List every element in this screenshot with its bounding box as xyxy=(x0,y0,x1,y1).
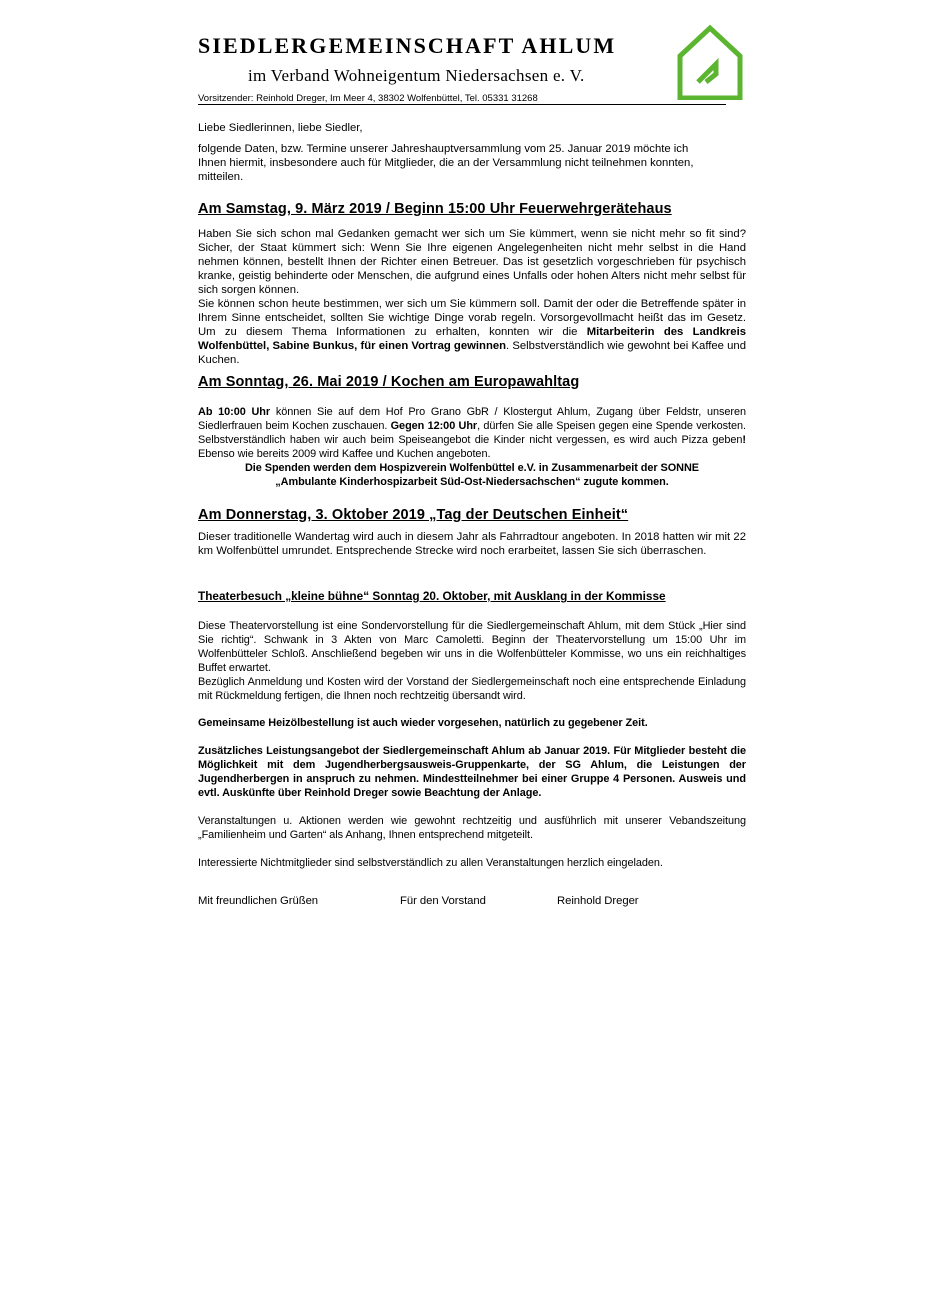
closing-name: Reinhold Dreger xyxy=(557,895,639,907)
section-march-body-b: Sie können schon heute bestimmen, wer sich um Sie kümmern soll. Damit der oder die Betreffende später in Ihrem Sinne entscheidet, sollten Sie wichtige Dinge vorab regeln. Vorsorgevollmacht heißt das im Gesetz. Um zu diesem Thema Informationen zu erhalten, konnten wir die Mitarbeiterin des Landkreis Wolfenbüttel, Sabine Bunkus, für einen Vortrag gewinnen. Selbstverständlich wie gewohnt bei Kaffee und Kuchen. xyxy=(198,298,746,366)
section-heading-may: Am Sonntag, 26. Mai 2019 / Kochen am Europawahltag xyxy=(198,374,580,390)
section-heading-theater: Theaterbesuch „kleine bühne“ Sonntag 20. Oktober, mit Ausklang in der Kommisse xyxy=(198,589,666,603)
org-subtitle: im Verband Wohneigentum Niedersachsen e. V. xyxy=(248,66,585,85)
section-heading-october: Am Donnerstag, 3. Oktober 2019 „Tag der Deutschen Einheit“ xyxy=(198,507,629,523)
closing-board: Für den Vorstand xyxy=(400,895,486,907)
org-title: SIEDLERGEMEINSCHAFT AHLUM xyxy=(198,33,617,58)
section-october-body: Dieser traditionelle Wandertag wird auch in diesem Jahr als Fahrradtour angeboten. In 2018 hatten wir mit 22 km Wolfenbüttel umrundet. Entsprechende Strecke wird noch erarbeitet, lassen Sie sich überraschen. xyxy=(198,531,746,557)
greeting: Liebe Siedlerinnen, liebe Siedler, xyxy=(198,122,363,134)
speaker-highlight: Mitarbeiterin des Landkreis Wolfenbüttel, Sabine Bunkus, für einen Vortrag gewinnen xyxy=(198,326,746,352)
donation-line-2: „Ambulante Kinderhospizarbeit Süd-Ost-Niedersachschen“ zugute kommen. xyxy=(275,476,669,488)
section-may-body: Ab 10:00 Uhr können Sie auf dem Hof Pro Grano GbR / Klostergut Ahlum, Zugang über Feldstr, unseren Siedlerfrauen beim Kochen zuschauen. Gegen 12:00 Uhr, dürfen Sie alle Speisen gegen eine Spende verkosten. Selbstverständlich haben wir auch beim Speiseangebot die Kinder nicht vergessen, es wird auch Pizza geben! Ebenso wie bereits 2009 wird Kaffee und Kuchen angeboten. xyxy=(198,406,746,460)
heizoel-notice: Gemeinsame Heizölbestellung ist auch wieder vorgesehen, natürlich zu gegebener Zeit. xyxy=(198,717,648,729)
donation-line-1: Die Spenden werden dem Hospizverein Wolfenbüttel e.V. in Zusammenarbeit der SONNE xyxy=(244,462,700,474)
closing-regards: Mit freundlichen Grüßen xyxy=(198,895,319,907)
veranstaltungen-notice: Veranstaltungen u. Aktionen werden wie gewohnt rechtzeitig und ausführlich mit unserer Vebandszeitung „Familienheim und Garten“ als Anhang, Ihnen entsprechend mitgeteilt. xyxy=(198,815,746,841)
section-theater-body-a: Diese Theatervorstellung ist eine Sondervorstellung für die Siedlergemeinschaft Ahlum, mit dem Stück „Hier sind Sie richtig“. Schwank in 3 Akten von Marc Camoletti. Beginn der Theatervorstellung um 15:00 Uhr im Wolfenbütteler Schloß. Anschließend begeben wir uns in die Wolfenbütteler Kommisse, wo uns ein reichhaltiges Buffet erwartet. xyxy=(198,620,746,674)
section-march-body-a: Haben Sie sich schon mal Gedanken gemacht wer sich um Sie kümmert, wenn sie nicht mehr so fit sind? Sicher, der Staat kümmert sich: Wenn Sie Ihre eigenen Angelegenheiten nicht mehr selbst in die Hand nehmen können, bestellt Ihnen der Richter einen Betreuer. Das ist gesetzlich vorgeschrieben für psychisch kranke, geistig behinderte oder Menschen, die aufgrund eines Unfalls oder hohen Alters nicht mehr selbst für sich sorgen können. xyxy=(198,228,746,296)
house-logo-icon xyxy=(676,24,744,100)
nichtmitglieder-notice: Interessierte Nichtmitglieder sind selbstverständlich zu allen Veranstaltungen herzlich eingeladen. xyxy=(198,857,663,869)
address-line: Vorsitzender: Reinhold Dreger, Im Meer 4, 38302 Wolfenbüttel, Tel. 05331 31268 xyxy=(198,93,726,105)
section-theater-body-b: Bezüglich Anmeldung und Kosten wird der Vorstand der Siedlergemeinschaft noch eine entsprechende Einladung mit Rückmeldung fertigen, die Ihnen noch rechtzeitig übersandt wird. xyxy=(198,676,746,702)
leistung-notice: Zusätzliches Leistungsangebot der Siedlergemeinschaft Ahlum ab Januar 2019. Für Mitglieder besteht die Möglichkeit mit dem Jugendherbergsausweis-Gruppenkarte, der SG Ahlum, die Leistungen der Jugendherbergen in anspruch zu nehmen. Mindestteilnehmer bei einer Gruppe 4 Personen. Ausweis und evtl. Auskünfte über Reinhold Dreger sowie Beachtung der Anlage. xyxy=(198,745,746,799)
section-heading-march: Am Samstag, 9. März 2019 / Beginn 15:00 Uhr Feuerwehrgerätehaus xyxy=(198,201,672,217)
intro-paragraph: folgende Daten, bzw. Termine unserer Jahreshauptversammlung vom 25. Januar 2019 möchte ich Ihnen hiermit, insbesondere auch für Mitglieder, die an der Versammlung nicht teilnehmen konnten, mitteilen. xyxy=(198,143,694,183)
